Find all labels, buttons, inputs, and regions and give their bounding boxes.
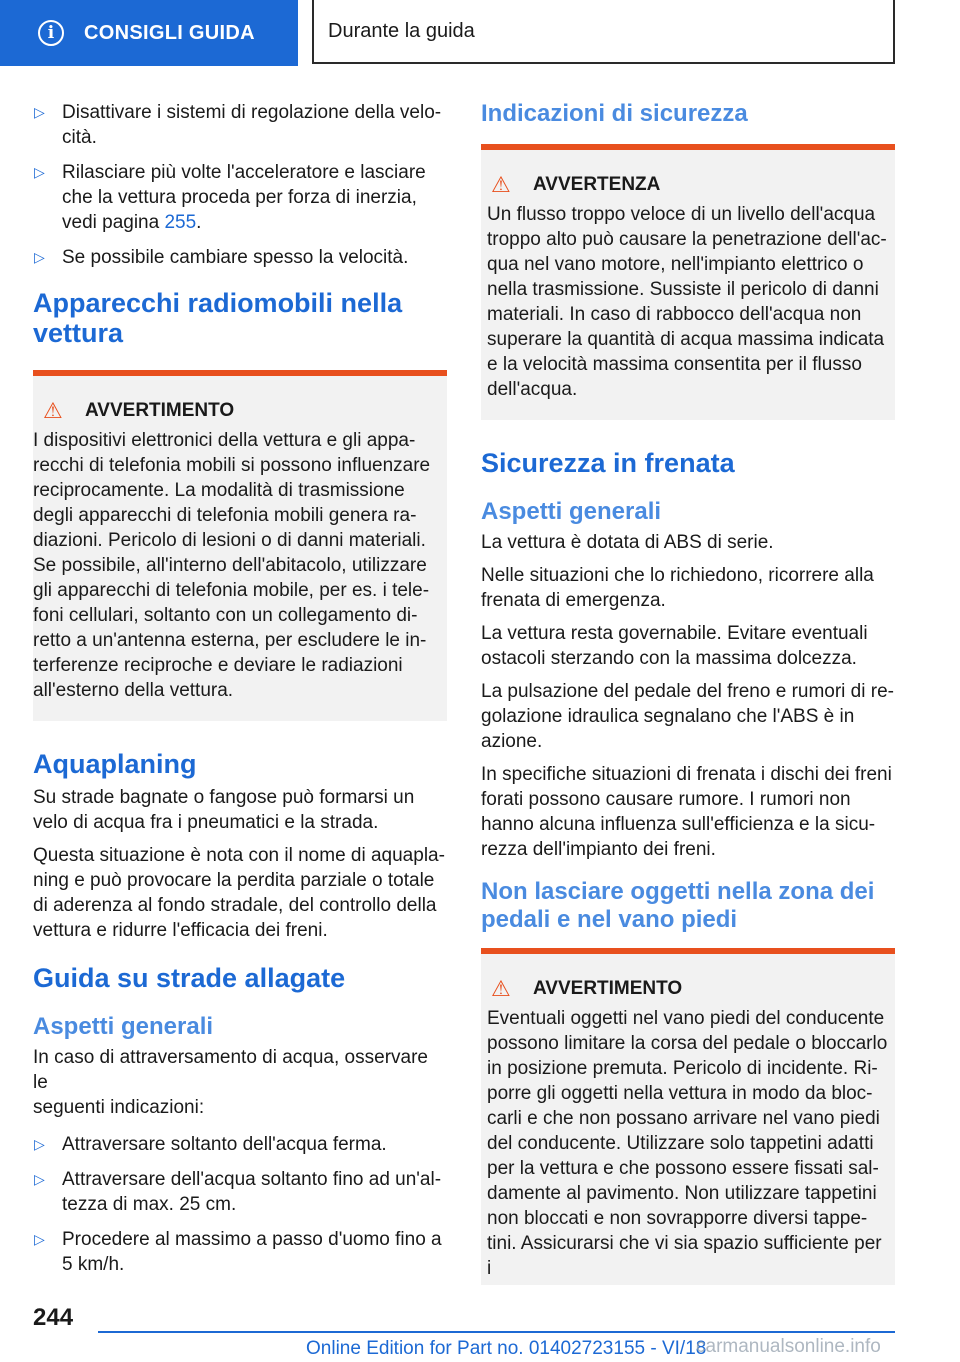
paragraph: Questa situazione è nota con il nome di aquapla- ning e può provocare la perdita parziale o totale di aderenza al fondo stradale, del controllo della vettura e ridurre l'efficacia dei freni. xyxy=(33,845,445,941)
warning-title: ⚠ AVVERTIMENTO xyxy=(43,398,235,423)
warning-title: ⚠ AVVERTIMENTO xyxy=(491,976,683,1001)
warning-box xyxy=(481,144,895,420)
triangle-right-icon: ▷ xyxy=(34,164,45,180)
paragraph: Nelle situazioni che lo richiedono, ricorrere alla frenata di emergenza. xyxy=(481,565,874,611)
heading-brake: Sicurezza in frenata xyxy=(481,448,735,478)
watermark: carmanualsonline.info xyxy=(696,1336,881,1357)
footer-divider xyxy=(98,1331,895,1333)
warning-triangle-icon: ⚠ xyxy=(43,398,63,423)
paragraph: In caso di attraversamento di acqua, osservare le seguenti indicazioni: xyxy=(33,1047,428,1118)
list-item: ▷ Se possibile cambiare spesso la velocità. xyxy=(34,247,409,268)
subheading-general: Aspetti generali xyxy=(481,498,662,525)
section-tab xyxy=(0,0,298,66)
section-tab-label: CONSIGLI GUIDA xyxy=(84,21,255,44)
warning-title: ⚠ AVVERTENZA xyxy=(491,172,661,197)
list-item: ▷ Disattivare i sistemi di regolazione della velo- cità. xyxy=(34,102,442,148)
right-column xyxy=(481,100,895,1285)
triangle-right-icon: ▷ xyxy=(34,104,45,120)
edition-text: Online Edition for Part no. 01402723155 - VI/18 xyxy=(306,1338,707,1359)
left-column xyxy=(33,100,447,1287)
warning-text: I dispositivi elettronici della vettura e gli appa- recchi di telefonia mobili si possono influenzare reciprocamente. La modalità di trasmissione degli apparecchi di telefonia mobili genera ra- diazioni. Pericolo di lesioni o di danni materiali. Se possibile, all'interno dell'abitacolo, utilizzare gli apparecchi di telefonia mobile, per es. i tele- foni cellulari, soltanto con un collegamento di- retto a un'antenna esterna, per escludere le in- terferenze reciproche e deviare le radiazioni all'esterno della vettura. xyxy=(33,430,431,701)
triangle-right-icon: ▷ xyxy=(34,249,45,265)
warning-triangle-icon: ⚠ xyxy=(491,976,511,1001)
chapter-title: Durante la guida xyxy=(328,19,475,42)
page-footer xyxy=(0,1300,960,1362)
paragraph: In specifiche situazioni di frenata i dischi dei freni forati possono causare rumore. I rumori non hanno alcuna influenza sull'efficienza e la sicu- rezza dell'impianto dei freni. xyxy=(481,764,892,860)
subheading-general: Aspetti generali xyxy=(33,1013,214,1040)
list-item: ▷ Attraversare soltanto dell'acqua ferma. xyxy=(34,1134,387,1155)
list-item: ▷ Attraversare dell'acqua soltanto fino ad un'al- tezza di max. 25 cm. xyxy=(34,1169,442,1215)
page-header xyxy=(0,0,960,66)
warning-triangle-icon: ⚠ xyxy=(491,172,511,197)
list-item: ▷ Procedere al massimo a passo d'uomo fino a 5 km/h. xyxy=(34,1229,442,1275)
warning-text: Un flusso troppo veloce di un livello dell'acqua troppo alto può causare la penetrazione dell'ac- qua nel vano motore, nell'impianto elettrico o nella trasmissione. Sussiste il pericolo di danni materiali. In caso di rabbocco dell'acqua non superare la quantità di acqua massima indicata e la velocità massima consentita per il flusso dell'acqua. xyxy=(487,204,887,400)
heading-radio: Apparecchi radiomobili nella vettura xyxy=(33,288,403,348)
paragraph: La vettura è dotata di ABS di serie. xyxy=(481,532,774,553)
warning-text: Eventuali oggetti nel vano piedi del conducente possono limitare la corsa del pedale o bloccarlo in posizione premuta. Pericolo di incidente. Ri- porre gli oggetti nella vettura in modo da bloc- carli e che non possano arrivare nel vano piedi del conducente. Utilizzare solo tappetini adatti per la vettura e che possono essere fissati sal- damente al pavimento. Non utilizzare tappetini non bloccati e non sovrapporre diversi tappe- tini. Assicurarsi che vi sia spazio sufficiente per i xyxy=(487,1008,888,1279)
subheading-pedals: Non lasciare oggetti nella zona dei pedali e nel vano piedi xyxy=(481,878,875,933)
chapter-header xyxy=(312,0,895,64)
paragraph: La vettura resta governabile. Evitare eventuali ostacoli sterzando con la massima dolcezza. xyxy=(481,623,868,669)
list-item: ▷ Rilasciare più volte l'acceleratore e lasciare che la vettura proceda per forza di inerzia, vedi pagina 255. xyxy=(34,162,426,233)
subheading-safety: Indicazioni di sicurezza xyxy=(481,100,748,127)
warning-box xyxy=(481,948,895,1285)
heading-flood: Guida su strade allagate xyxy=(33,963,346,993)
warning-box xyxy=(33,370,447,721)
paragraph: La pulsazione del pedale del freno e rumori di re- golazione idraulica segnalano che l'ABS è in azione. xyxy=(481,681,894,752)
page-number: 244 xyxy=(33,1304,74,1331)
paragraph: Su strade bagnate o fangose può formarsi un velo di acqua fra i pneumatici e la strada. xyxy=(33,787,415,833)
triangle-right-icon: ▷ xyxy=(34,1231,45,1247)
info-icon: i xyxy=(38,20,64,46)
triangle-right-icon: ▷ xyxy=(34,1171,45,1187)
heading-aquaplaning: Aquaplaning xyxy=(33,749,197,779)
page-link[interactable]: 255 xyxy=(164,212,197,233)
triangle-right-icon: ▷ xyxy=(34,1136,45,1152)
